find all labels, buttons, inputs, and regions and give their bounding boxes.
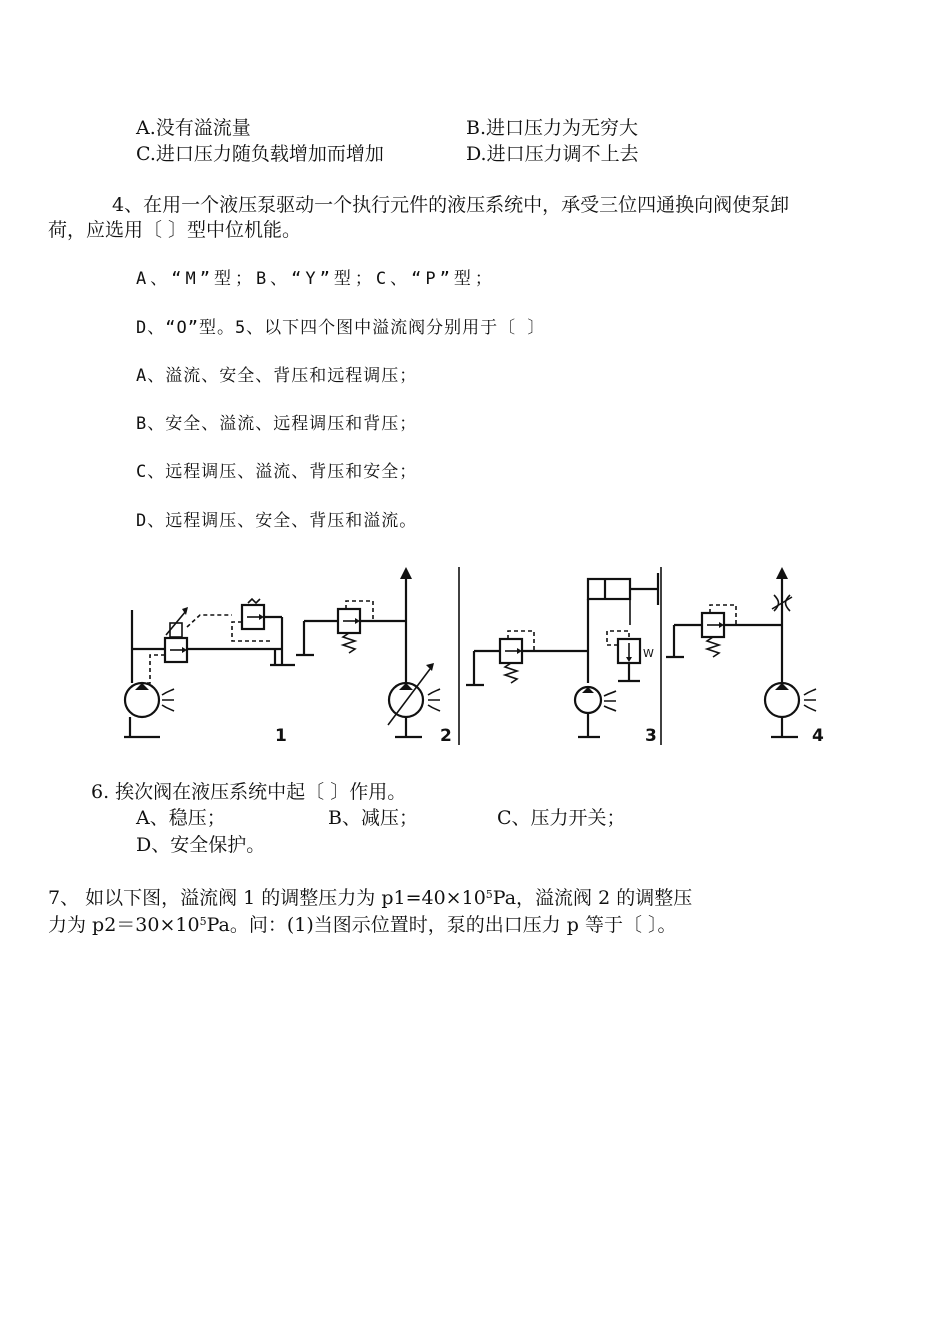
q6-option-a: A、稳压； [136, 807, 226, 829]
q3-option-b: B.进口压力为无穷大 [466, 117, 639, 139]
q5-option-b: B、安全、溢流、远程调压和背压； [136, 414, 418, 434]
q6-option-d: D、安全保护。 [136, 834, 266, 856]
q3-option-a: A.没有溢流量 [136, 117, 251, 139]
figure-label-4: 4 [812, 726, 824, 746]
q7-question-line1: 7、 如以下图，溢流阀 1 的调整压力为 $p1=40\times 10^5Pa$，溢流阀 2 的调整压 [48, 887, 693, 909]
q6-option-c: C、压力开关； [497, 807, 626, 829]
q4-question-line2: 荷，应选用〔 〕型中位机能。 [48, 219, 302, 241]
q5-option-c: C、远程调压、溢流、背压和安全； [136, 462, 418, 482]
diagram-4 [666, 567, 824, 746]
diagram-1 [124, 599, 295, 746]
q4-question-line1: 4、在用一个液压泵驱动一个执行元件的液压系统中，承受三位四通换向阀使泵卸 [112, 194, 790, 216]
q5-question: D、“O”型。5、以下四个图中溢流阀分别用于〔 〕 [136, 318, 546, 338]
diagram-2 [296, 567, 452, 746]
figure-label-3: 3 [645, 726, 657, 746]
diagram-3 [466, 573, 658, 746]
hydraulic-circuit-figure [110, 565, 840, 750]
q6-option-b: B、减压； [328, 807, 418, 829]
spring-mark: W [643, 647, 654, 660]
q3-option-c: C.进口压力随负载增加而增加 [136, 143, 384, 165]
q6-question: 6. 挨次阀在液压系统中起〔 〕作用。 [91, 781, 407, 803]
cylinder-3-icon [588, 579, 630, 599]
q4-options: A、“M”型；B、“Y”型；C、“P”型； [136, 269, 496, 289]
q5-option-d: D、远程调压、安全、背压和溢流。 [136, 511, 418, 531]
figure-label-1: 1 [275, 726, 287, 746]
q3-option-d: D.进口压力调不上去 [466, 143, 639, 165]
q7-question-line2: 力为 $p2=30\times 10^5Pa$。问：(1)当图示位置时，泵的出口压力 p 等于〔 〕。 [48, 914, 677, 936]
q5-option-a: A、溢流、安全、背压和远程调压； [136, 366, 418, 386]
figure-label-2: 2 [440, 726, 452, 746]
